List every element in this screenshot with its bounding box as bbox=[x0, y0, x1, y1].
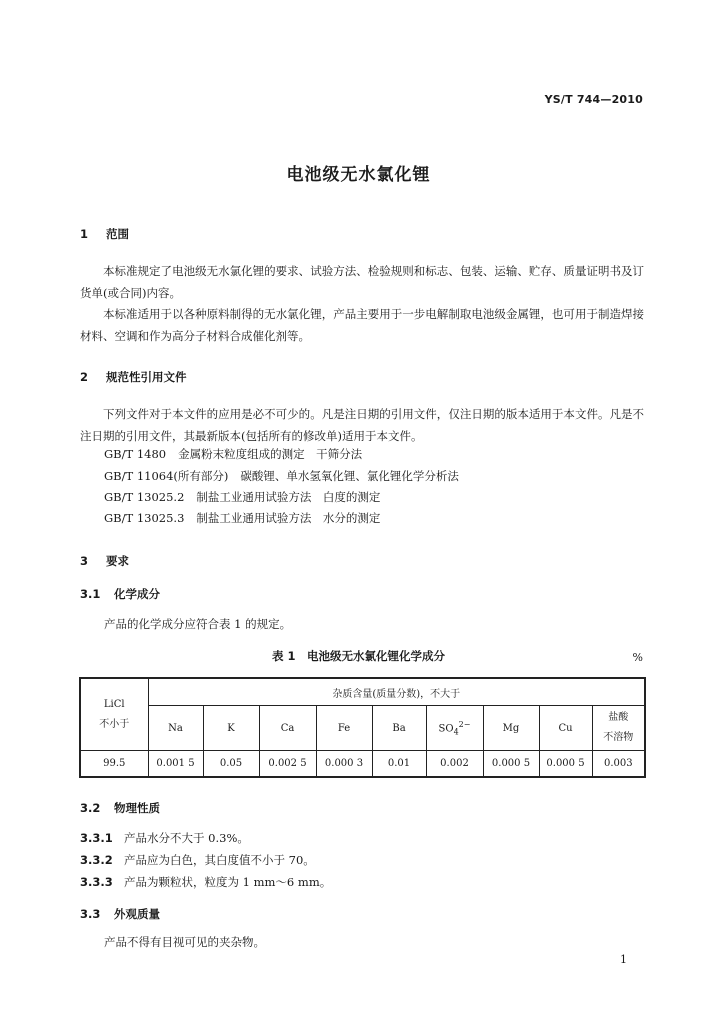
column-header-hcl-insoluble bbox=[592, 706, 645, 751]
reference-item bbox=[104, 489, 380, 505]
section-title: 外观质量 bbox=[114, 907, 161, 921]
section-2-paragraph: 下列文件对于本文件的应用是必不可少的。凡是注日期的引用文件，仅注日期的版本适用于本文件。凡是不注日期的引用文件，其最新版本(包括所有的修改单)适用于本文件。 bbox=[80, 407, 644, 443]
section-3-1-paragraph: 产品的化学成分应符合表 1 的规定。 bbox=[104, 617, 292, 631]
licl-header-name: LiCl bbox=[103, 698, 125, 710]
section-title: 规范性引用文件 bbox=[106, 370, 187, 384]
table-cell: 0.001 5 bbox=[148, 751, 203, 778]
section-number: 3.2 bbox=[80, 801, 101, 815]
table-cell: 0.01 bbox=[372, 751, 426, 778]
column-header: Fe bbox=[316, 706, 372, 751]
section-number: 3.3 bbox=[80, 907, 101, 921]
table-cell: 0.002 5 bbox=[259, 751, 316, 778]
section-3-heading bbox=[80, 553, 129, 569]
item-number: 3.3.3 bbox=[80, 875, 113, 889]
so4-subscript: 4 bbox=[453, 727, 459, 737]
section-3-2-heading bbox=[80, 800, 160, 816]
item-text: 产品为颗粒状，粒度为 1 mm～6 mm。 bbox=[124, 875, 332, 889]
table-row bbox=[80, 751, 645, 778]
list-item bbox=[80, 852, 315, 868]
table-cell: 0.000 5 bbox=[483, 751, 539, 778]
hcl-line-2: 不溶物 bbox=[603, 732, 634, 743]
standard-code: YS/T 744—2010 bbox=[544, 93, 643, 106]
list-item bbox=[80, 874, 331, 890]
column-header: Ca bbox=[259, 706, 316, 751]
table-subheader-row bbox=[80, 706, 645, 751]
column-header: Cu bbox=[539, 706, 592, 751]
reference-title: 制盐工业通用试验方法 白度的测定 bbox=[196, 490, 381, 504]
table-caption: 表 1 电池级无水氯化锂化学成分 bbox=[271, 649, 445, 663]
reference-title: 金属粉末粒度组成的测定 干筛分法 bbox=[178, 447, 363, 461]
section-title: 要求 bbox=[106, 554, 130, 568]
column-header: Na bbox=[148, 706, 203, 751]
table-cell: 0.003 bbox=[592, 751, 645, 778]
licl-header bbox=[80, 678, 148, 751]
column-header: K bbox=[203, 706, 259, 751]
item-text: 产品应为白色，其白度值不小于 70。 bbox=[124, 853, 315, 867]
section-2-heading bbox=[80, 369, 187, 385]
section-3-1-heading bbox=[80, 586, 160, 602]
reference-code: GB/T 13025.2 bbox=[104, 490, 185, 504]
chemical-composition-table bbox=[79, 677, 646, 778]
section-1-heading bbox=[80, 226, 129, 242]
table-cell: 0.000 5 bbox=[539, 751, 592, 778]
licl-value: 99.5 bbox=[80, 751, 148, 778]
section-1-paragraph-2: 本标准适用于以各种原料制得的无水氯化锂，产品主要用于一步电解制取电池级金属锂，也可用于制造焊接材料、空调和作为高分子材料合成催化剂等。 bbox=[80, 307, 644, 343]
section-title: 物理性质 bbox=[114, 801, 161, 815]
reference-code: GB/T 11064(所有部分) bbox=[104, 469, 229, 483]
column-header: Ba bbox=[372, 706, 426, 751]
reference-title: 碳酸锂、单水氢氧化锂、氯化锂化学分析法 bbox=[240, 469, 459, 483]
page-number: 1 bbox=[620, 953, 627, 966]
table-unit: % bbox=[632, 651, 643, 664]
item-text: 产品水分不大于 0.3%。 bbox=[124, 831, 249, 845]
reference-item bbox=[104, 510, 380, 526]
table-cell: 0.000 3 bbox=[316, 751, 372, 778]
so4-base: SO bbox=[438, 723, 454, 735]
hcl-line-1: 盐酸 bbox=[608, 712, 629, 723]
table-cell: 0.05 bbox=[203, 751, 259, 778]
table-header-row bbox=[80, 678, 645, 706]
reference-title: 制盐工业通用试验方法 水分的测定 bbox=[196, 511, 381, 525]
section-number: 3.1 bbox=[80, 587, 101, 601]
section-3-3-paragraph: 产品不得有目视可见的夹杂物。 bbox=[104, 935, 265, 949]
table-cell: 0.002 bbox=[426, 751, 483, 778]
column-header: Mg bbox=[483, 706, 539, 751]
column-header-so4 bbox=[426, 706, 483, 751]
reference-item bbox=[104, 446, 362, 462]
section-title: 范围 bbox=[106, 227, 130, 241]
licl-header-limit: 不小于 bbox=[99, 718, 130, 730]
list-item bbox=[80, 830, 249, 846]
item-number: 3.3.1 bbox=[80, 831, 113, 845]
reference-code: GB/T 13025.3 bbox=[104, 511, 185, 525]
section-3-3-heading bbox=[80, 906, 160, 922]
item-number: 3.3.2 bbox=[80, 853, 113, 867]
section-number: 1 bbox=[80, 227, 89, 241]
section-number: 2 bbox=[80, 370, 89, 384]
reference-item bbox=[104, 468, 459, 484]
impurity-header: 杂质含量(质量分数)，不大于 bbox=[148, 678, 645, 706]
document-title: 电池级无水氯化锂 bbox=[286, 165, 431, 185]
section-1-paragraph-1: 本标准规定了电池级无水氯化锂的要求、试验方法、检验规则和标志、包装、运输、贮存、质量证明书及订货单(或合同)内容。 bbox=[80, 264, 644, 300]
section-number: 3 bbox=[80, 554, 89, 568]
reference-code: GB/T 1480 bbox=[104, 447, 167, 461]
section-title: 化学成分 bbox=[114, 587, 161, 601]
so4-superscript: 2− bbox=[458, 719, 471, 729]
